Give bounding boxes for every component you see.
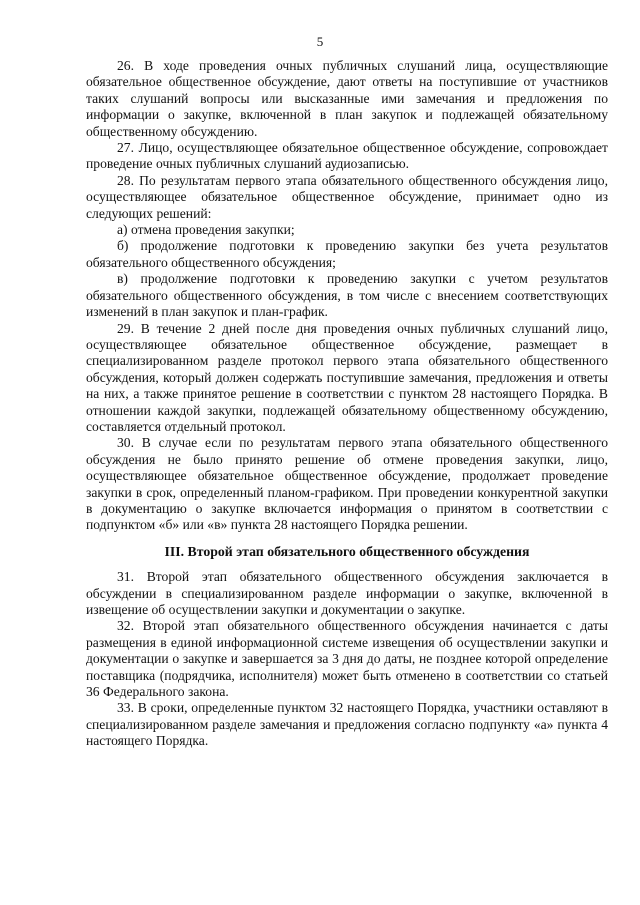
paragraph-29: 29. В течение 2 дней после дня проведения очных публичных слушаний лицо, осуществляющее обязательное общественное обсуждение, размещает в специализированном разделе протокол первого этапа обязательного общественного обсуждения, который должен содержать поступившие замечания, предложения и ответы на них, а также принятое решение в соответствии с пунктом 28 настоящего Порядка. В отношении каждой закупки, подлежащей обязательному общественному обсуждению, составляется отдельный протокол.: [86, 320, 608, 434]
document-body: [86, 58, 608, 750]
paragraph-30: 30. В случае если по результатам первого этапа обязательного общественного обсуждения не было принято решение об отмене проведения закупки, лицо, осуществляющее обязательное общественное обсуждение, продолжает проведение закупки в срок, определенный планом-графиком. При проведении конкурентной закупки в документацию о закупке включается информация о принятом в соответствии с подпунктом «б» или «в» пункта 28 настоящего Порядка решении.: [86, 435, 608, 533]
paragraph-26: 26. В ходе проведения очных публичных слушаний лица, осуществляющие обязательное общественное обсуждение, дают ответы на поступившие от участников таких слушаний вопросы или высказанные ими замечания и предложения по информации о закупке, включенной в план закупок и подлежащей обязательному общественному обсуждению.: [86, 58, 608, 139]
paragraph-27: 27. Лицо, осуществляющее обязательное общественное обсуждение, сопровождает проведение очных публичных слушаний аудиозаписью.: [86, 140, 608, 172]
section-heading: III. Второй этап обязательного общественного обсуждения: [164, 543, 530, 559]
subitem-b: б) продолжение подготовки к проведению закупки без учета результатов обязательного общественного обсуждения;: [86, 238, 608, 270]
paragraph-32: 32. Второй этап обязательного общественного обсуждения начинается с даты размещения в единой информационной системе извещения об осуществлении закупки и документации о закупке и завершается за 3 дня до даты, не позднее которой определение поставщика (подрядчика, исполнителя) может быть отменено в соответствии со статьей 36 Федерального закона.: [86, 618, 608, 700]
paragraph-28: 28. По результатам первого этапа обязательного общественного обсуждения лицо, осуществляющее обязательное общественное обсуждение, принимает одно из следующих решений:: [86, 172, 608, 221]
paragraph-31: 31. Второй этап обязательного общественного обсуждения заключается в обсуждении в специализированном разделе информации о закупке, включенной в извещение об осуществлении закупки и документации о закупке.: [86, 569, 608, 617]
subitem-a: а) отмена проведения закупки;: [117, 222, 295, 238]
subitem-v: в) продолжение подготовки к проведению закупки с учетом результатов обязательного общественного обсуждения, в том числе с внесением соответствующих изменений в план закупок и план-график.: [86, 271, 608, 320]
page-number: 5: [316, 34, 324, 49]
paragraph-33: 33. В сроки, определенные пунктом 32 настоящего Порядка, участники оставляют в специализированном разделе замечания и предложения согласно подпункту «а» пункта 4 настоящего Порядка.: [86, 700, 608, 749]
